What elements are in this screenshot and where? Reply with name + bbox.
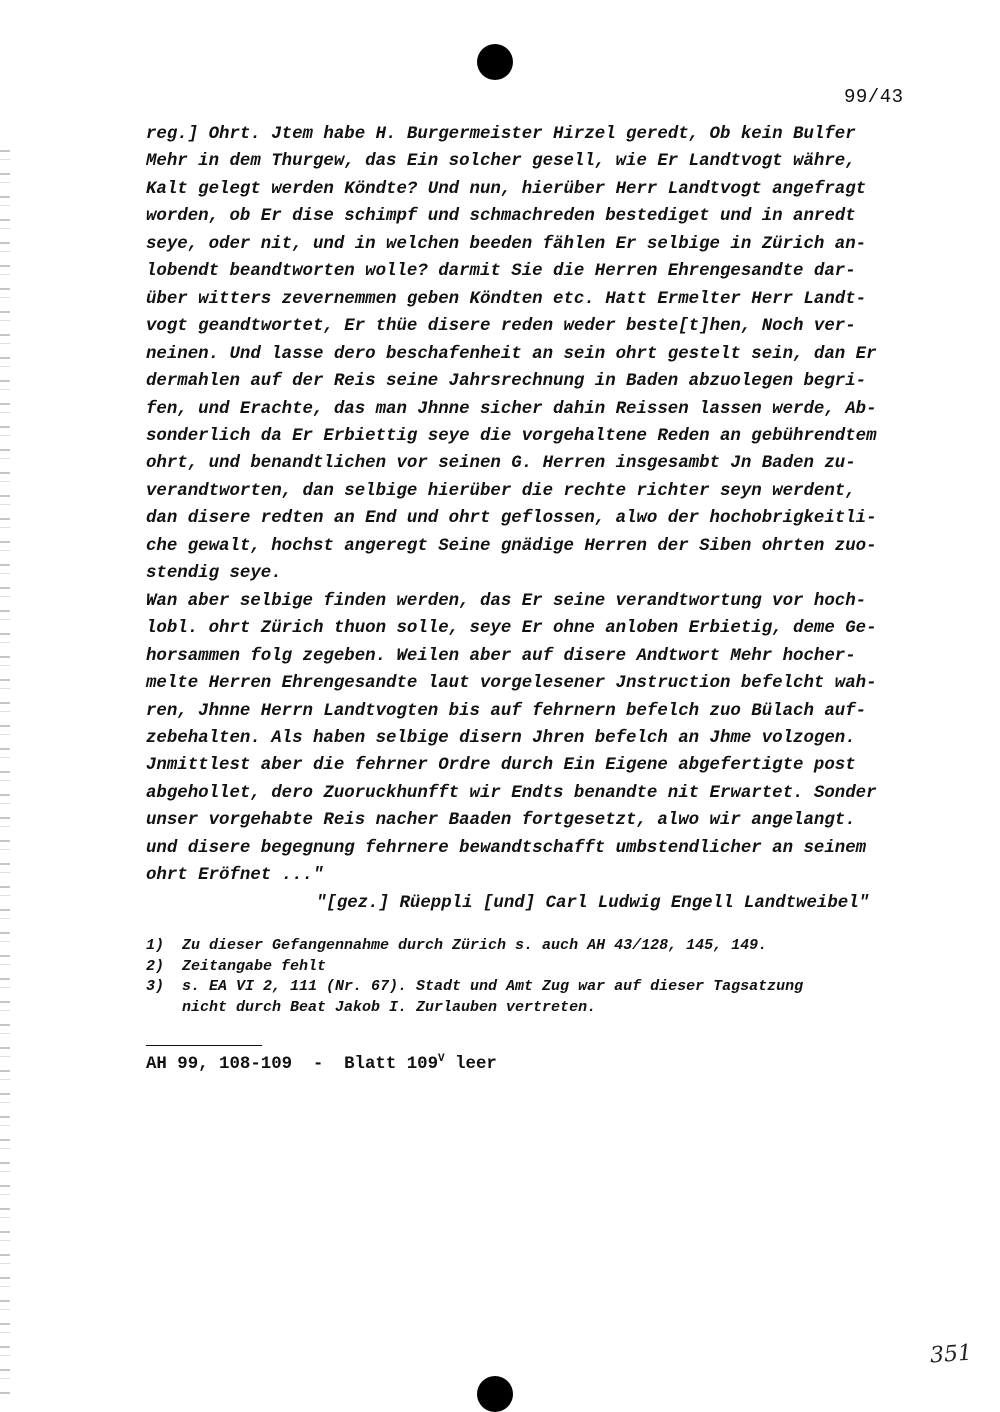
scan-edge-noise xyxy=(0,150,10,1400)
body-line: horsammen folg zegeben. Weilen aber auf disere Andtwort Mehr hocher- xyxy=(146,646,856,666)
body-line: dan disere redten an End und ohrt geflossen, alwo der hochobrigkeitli- xyxy=(146,509,877,529)
body-line: Kalt gelegt werden Köndte? Und nun, hierüber Herr Landtvogt angefragt xyxy=(146,179,867,199)
body-line: über witters zevernemmen geben Köndten etc. Hatt Ermelter Herr Landt- xyxy=(146,289,867,309)
footnote xyxy=(146,936,803,957)
body-line: Mehr in dem Thurgew, das Ein solcher gesell, wie Er Landtvogt währe, xyxy=(146,152,856,172)
footnote xyxy=(146,977,803,1018)
body-line: verandtworten, dan selbige hierüber die rechte richter seyn werdent, xyxy=(146,481,856,501)
footnote-text xyxy=(182,977,803,1018)
body-line: und disere begegnung fehrnere bewandtschafft umbstendlicher an seinem xyxy=(146,838,867,858)
body-line: neinen. Und lasse dero beschafenheit an sein ohrt gestelt sein, dan Er xyxy=(146,344,877,364)
punch-hole-top xyxy=(477,44,513,80)
body-line: melte Herren Ehrengesandte laut vorgelesener Jnstruction befelcht wah- xyxy=(146,674,877,694)
body-line: reg.] Ohrt. Jtem habe H. Burgermeister Hirzel geredt, Ob kein Bulfer xyxy=(146,125,856,144)
body-line: lobl. ohrt Zürich thuon solle, seye Er ohne anloben Erbietig, deme Ge- xyxy=(146,619,877,639)
footnote-line: s. EA VI 2, 111 (Nr. 67). Stadt und Amt Zug war auf dieser Tagsatzung xyxy=(182,978,804,995)
source-folio: Blatt 109 xyxy=(344,1055,439,1074)
archive-number-stamp: 351 xyxy=(929,1340,973,1369)
footnote-line: Zu dieser Gefangennahme durch Zürich s. auch AH 43/128, 145, 149. xyxy=(182,937,768,954)
source-note: leer xyxy=(455,1055,497,1074)
body-line: seye, oder nit, und in welchen beeden fählen Er selbige in Zürich an- xyxy=(146,234,867,254)
body-line: worden, ob Er dise schimpf und schmachreden bestediget und in anredt xyxy=(146,207,856,227)
body-line: abgehollet, dero Zuoruckhunfft wir Endts benandte nit Erwartet. Sonder xyxy=(146,783,877,803)
body-line: fen, und Erachte, das man Jhnne sicher dahin Reissen lassen werde, Ab- xyxy=(146,399,877,419)
body-line: vogt geandtwortet, Er thüe disere reden weder beste[t]hen, Noch ver- xyxy=(146,317,856,337)
body-line: Wan aber selbige finden werden, das Er seine verandtwortung vor hoch- xyxy=(146,591,867,611)
footnote-line: nicht durch Beat Jakob I. Zurlauben vertreten. xyxy=(182,998,597,1016)
source-ref: AH 99, 108-109 xyxy=(146,1055,293,1074)
footnotes xyxy=(146,936,803,1018)
body-line: ohrt Eröfnet ..." xyxy=(146,866,324,886)
footnote-mark: 1) xyxy=(146,937,165,954)
separator-rule xyxy=(146,1045,262,1046)
footnote-line: Zeitangabe fehlt xyxy=(182,957,327,975)
source-folio-verso: V xyxy=(438,1053,445,1065)
body-line: lobendt beandtworten wolle? darmit Sie die Herren Ehrengesandte dar- xyxy=(146,262,856,282)
footnote xyxy=(146,957,803,978)
body-line: stendig seye. xyxy=(146,564,282,584)
footnote-mark: 3) xyxy=(146,978,165,995)
footnote-mark: 2) xyxy=(146,957,165,975)
source-separator: - xyxy=(312,1055,324,1074)
body-line: Jnmittlest aber die fehrner Ordre durch Ein Eigene abgefertigte post xyxy=(146,756,856,776)
source-reference xyxy=(146,1055,497,1074)
signature-line: "[gez.] Rüeppli [und] Carl Ludwig Engell Landtweibel" xyxy=(316,894,870,913)
body-line: che gewalt, hochst angeregt Seine gnädige Herren der Siben ohrten zuo- xyxy=(146,536,877,556)
body-line: dermahlen auf der Reis seine Jahrsrechnung in Baden abzuolegen begri- xyxy=(146,372,867,392)
body-line: unser vorgehabte Reis nacher Baaden fortgesetzt, alwo wir angelangt. xyxy=(146,811,856,831)
body-line: ren, Jhnne Herrn Landtvogten bis auf fehrnern befelch zuo Bülach auf- xyxy=(146,701,867,721)
punch-hole-bottom xyxy=(477,1376,513,1412)
footnote-text xyxy=(182,957,326,978)
body-line: ohrt, und benandtlichen vor seinen G. Herren insgesambt Jn Baden zu- xyxy=(146,454,856,474)
page-number: 99/43 xyxy=(844,86,904,108)
footnote-text xyxy=(182,936,767,957)
document-body xyxy=(146,121,906,890)
body-line: zebehalten. Als haben selbige disern Jhren befelch an Jhme volzogen. xyxy=(146,728,856,748)
body-line: sonderlich da Er Erbiettig seye die vorgehaltene Reden an gebührendtem xyxy=(146,426,877,446)
